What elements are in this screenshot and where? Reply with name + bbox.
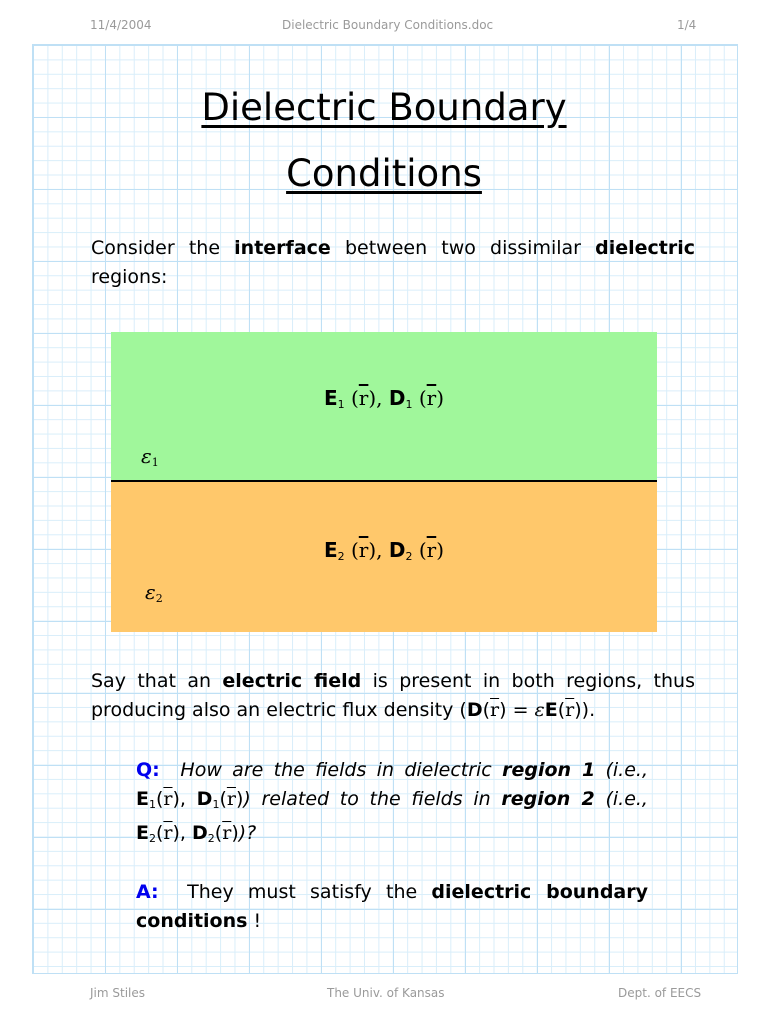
field-subscript: 2 — [337, 550, 345, 563]
header-page-number: 1/4 — [677, 18, 697, 32]
answer-bold-boundary-conditions: dielectric boundary conditions — [136, 881, 648, 932]
answer-label: A: — [136, 881, 159, 903]
region-1-field-label: $E_1$ $(\overline{r})$, $D_1$ $(\overline{r})$ — [323, 386, 445, 411]
title-line-2: Conditions — [286, 152, 482, 195]
para-text: Say that an — [91, 670, 223, 692]
region-2-dielectric — [111, 482, 657, 632]
field-symbol-d: D — [388, 538, 406, 562]
region-1-fields-expression: $E_1(\overline{r})$, $D_1(\overline{r})$ — [136, 788, 244, 811]
intro-bold-dielectric: dielectric — [595, 237, 696, 259]
footer-institution: The Univ. of Kansas — [327, 986, 445, 1000]
header-date: 11/4/2004 — [90, 18, 152, 32]
answer-text: They must satisfy the — [187, 881, 432, 903]
intro-text: Consider the — [91, 237, 235, 259]
intro-paragraph — [91, 234, 695, 292]
question-text: )? — [238, 822, 257, 844]
title-line-1: Dielectric Boundary — [201, 86, 567, 129]
answer-paragraph — [136, 878, 648, 936]
question-text: (i.e., — [595, 759, 648, 781]
epsilon-1-label — [141, 444, 159, 469]
question-text: How are the fields in dielectric — [180, 759, 503, 781]
question-bold-region-2: region 2 — [501, 788, 595, 810]
epsilon-2-label — [145, 580, 163, 605]
footer-department: Dept. of EECS — [618, 986, 702, 1000]
question-paragraph — [136, 756, 648, 853]
header-filename: Dielectric Boundary Conditions.doc — [282, 18, 494, 32]
question-label: Q: — [136, 759, 160, 781]
field-subscript: 2 — [405, 550, 413, 563]
answer-text: ! — [247, 910, 262, 932]
field-subscript: 1 — [337, 398, 345, 411]
question-bold-region-1: region 1 — [502, 759, 596, 781]
intro-text: between two dissimilar — [330, 237, 596, 259]
region-1-dielectric — [111, 332, 657, 481]
epsilon-subscript: 2 — [155, 592, 163, 605]
field-paragraph — [91, 667, 695, 725]
flux-density-equation: $D(\overline{r}) = \varepsilon E(\overline{r})$ — [466, 699, 582, 721]
field-symbol-e: E — [323, 538, 338, 562]
intro-text: regions: — [91, 266, 168, 288]
field-symbol-e: E — [323, 386, 338, 410]
epsilon-subscript: 1 — [151, 456, 159, 469]
question-text: (i.e., — [594, 788, 648, 810]
field-symbol-d: D — [388, 386, 406, 410]
footer-author: Jim Stiles — [90, 986, 146, 1000]
para-text: ). — [581, 699, 596, 721]
epsilon-symbol: ε — [145, 580, 156, 604]
region-2-field-label: $E_2$ $(\overline{r})$, $D_2$ $(\overline{r})$ — [323, 538, 445, 563]
question-text: ) related to the fields in — [243, 788, 502, 810]
para-text: is present in both regions, thus producing also an electric flux density ( — [91, 670, 695, 721]
para-bold-electric-field: electric field — [222, 670, 362, 692]
epsilon-symbol: ε — [141, 444, 152, 468]
interface-boundary-line — [111, 480, 657, 482]
field-subscript: 1 — [405, 398, 413, 411]
region-2-fields-expression: $E_2(\overline{r})$, $D_2(\overline{r})$ — [136, 822, 239, 845]
intro-bold-interface: interface — [234, 237, 331, 259]
